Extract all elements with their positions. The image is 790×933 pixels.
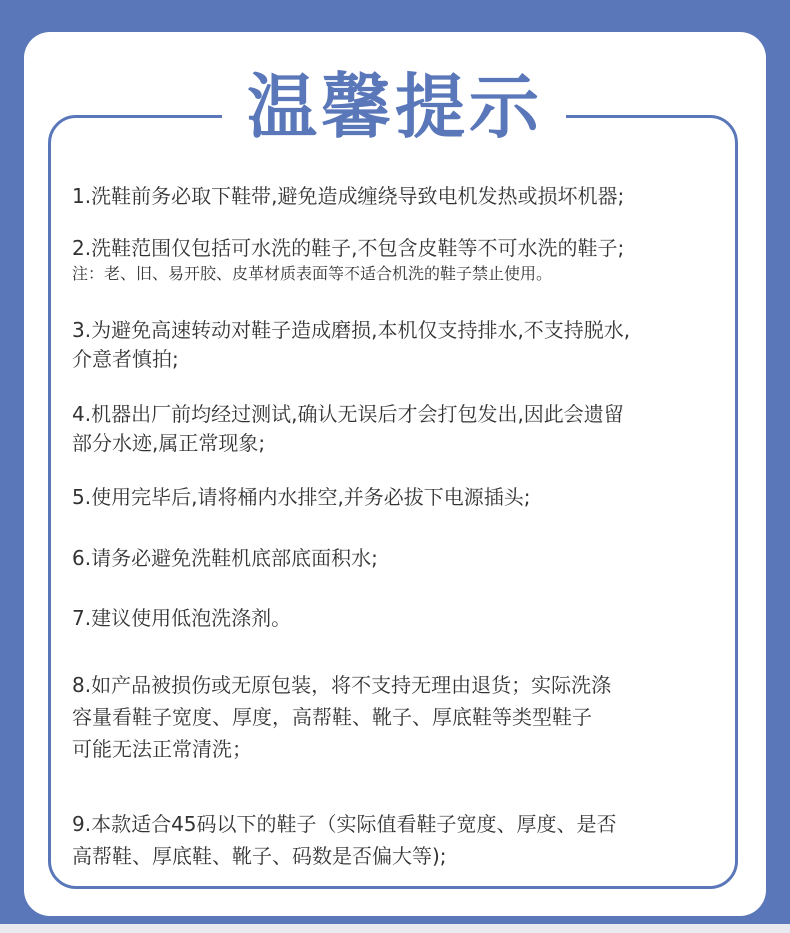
notice-item-1 xyxy=(72,182,732,211)
notice-item-2 xyxy=(72,234,732,285)
notice-item-1-line-1: 1.洗鞋前务必取下鞋带,避免造成缠绕导致电机发热或损坏机器; xyxy=(72,184,625,208)
notice-item-8 xyxy=(72,669,732,765)
notice-item-7-line-1: 7.建议使用低泡洗涤剂。 xyxy=(72,606,292,630)
notice-item-9 xyxy=(72,808,732,872)
notice-item-9-line-1: 9.本款适合45码以下的鞋子（实际值看鞋子宽度、厚度、是否 xyxy=(72,812,617,836)
notice-item-8-line-2: 容量看鞋子宽度、厚度，高帮鞋、靴子、厚底鞋等类型鞋子 xyxy=(72,705,592,729)
notice-item-2-line-1: 2.洗鞋范围仅包括可水洗的鞋子,不包含皮鞋等不可水洗的鞋子; xyxy=(72,236,625,260)
notice-item-6 xyxy=(72,544,732,573)
notice-item-5 xyxy=(72,483,732,512)
notice-item-3-line-1: 3.为避免高速转动对鞋子造成磨损,本机仅支持排水,不支持脱水, xyxy=(72,318,631,342)
notice-item-3 xyxy=(72,316,732,374)
notice-item-4-line-1: 4.机器出厂前均经过测试,确认无误后才会打包发出,因此会遗留 xyxy=(72,402,624,426)
notice-item-9-line-2: 高帮鞋、厚底鞋、靴子、码数是否偏大等); xyxy=(72,844,447,868)
notice-item-8-line-3: 可能无法正常清洗； xyxy=(72,737,252,761)
bottom-strip xyxy=(0,924,790,933)
notice-item-3-line-2: 介意者慎拍; xyxy=(72,347,179,371)
notice-item-2-note: 注：老、旧、易开胶、皮革材质表面等不适合机洗的鞋子禁止使用。 xyxy=(72,264,553,283)
notice-item-4 xyxy=(72,400,732,458)
notice-item-8-line-1: 8.如产品被损伤或无原包装，将不支持无理由退货；实际洗涤 xyxy=(72,673,612,697)
page-title: 温馨提示 xyxy=(247,66,543,148)
notice-item-5-line-1: 5.使用完毕后,请将桶内水排空,并务必拔下电源插头; xyxy=(72,485,531,509)
notice-item-7 xyxy=(72,604,732,633)
notice-item-6-line-1: 6.请务必避免洗鞋机底部底面积水; xyxy=(72,546,378,570)
notice-item-4-line-2: 部分水迹,属正常现象; xyxy=(72,431,266,455)
